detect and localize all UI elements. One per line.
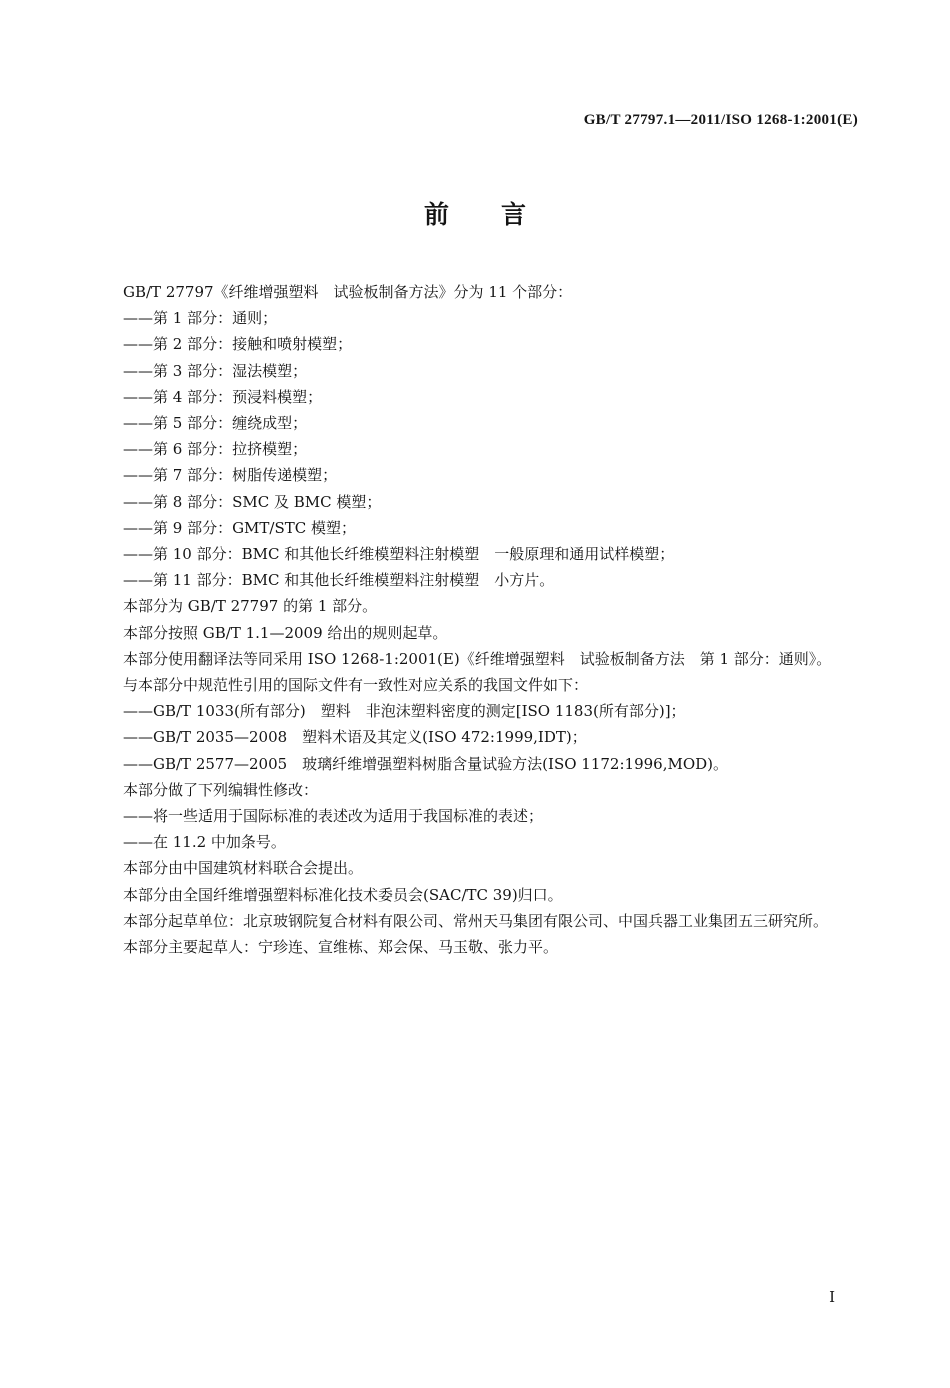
list-item-ref-2: ——GB/T 2035—2008 塑料术语及其定义(ISO 472:1999,IDT)； <box>123 728 587 747</box>
list-item-part-9: ——第 9 部分：GMT/STC 模塑； <box>123 518 357 537</box>
paragraph-proposed-by: 本部分由中国建筑材料联合会提出。 <box>123 859 364 878</box>
list-item-part-7: ——第 7 部分：树脂传递模塑； <box>123 466 338 485</box>
list-item-part-8: ——第 8 部分：SMC 及 BMC 模塑； <box>123 492 382 511</box>
list-item-part-2: ——第 2 部分：接触和喷射模塑； <box>123 335 353 354</box>
page-number: I <box>829 1288 835 1306</box>
list-item-part-11: ——第 11 部分：BMC 和其他长纤维模塑料注射模塑 小方片。 <box>123 571 555 590</box>
paragraph-drafting-units: 本部分起草单位：北京玻钢院复合材料有限公司、常州天马集团有限公司、中国兵器工业集团五三研究所。 <box>123 911 829 930</box>
title-char-1: 前 <box>423 200 449 229</box>
paragraph-translation-method: 本部分使用翻译法等同采用 ISO 1268-1:2001(E)《纤维增强塑料 试验板制备方法 第 1 部分：通则》。 <box>123 649 832 668</box>
list-item-change-1: ——将一些适用于国际标准的表述改为适用于我国标准的表述； <box>123 807 544 826</box>
list-item-part-1: ——第 1 部分：通则； <box>123 309 278 328</box>
page-title <box>0 195 950 231</box>
list-item-ref-3: ——GB/T 2577—2005 玻璃纤维增强塑料树脂含量试验方法(ISO 1172:1996,MOD)。 <box>123 754 729 773</box>
list-item-change-2: ——在 11.2 中加条号。 <box>123 833 286 852</box>
list-item-ref-1: ——GB/T 1033(所有部分) 塑料 非泡沫塑料密度的测定[ISO 1183(所有部分)]； <box>123 702 686 721</box>
title-char-2: 言 <box>501 200 527 229</box>
list-item-part-5: ——第 5 部分：缠绕成型； <box>123 414 308 433</box>
page-header-code: GB/T 27797.1—2011/ISO 1268-1:2001(E) <box>583 112 858 128</box>
list-item-part-6: ——第 6 部分：拉挤模塑； <box>123 440 308 459</box>
paragraph-drafters: 本部分主要起草人：宁珍连、宣维栋、郑会保、马玉敬、张力平。 <box>123 938 559 957</box>
list-item-part-3: ——第 3 部分：湿法模塑； <box>123 361 308 380</box>
paragraph-drafting-rules: 本部分按照 GB/T 1.1—2009 给出的规则起草。 <box>123 623 448 642</box>
list-item-part-4: ——第 4 部分：预浸料模塑； <box>123 387 323 406</box>
paragraph-part-statement: 本部分为 GB/T 27797 的第 1 部分。 <box>123 597 378 616</box>
paragraph-under-jurisdiction: 本部分由全国纤维增强塑料标准化技术委员会(SAC/TC 39)归口。 <box>123 885 563 904</box>
paragraph-normative-refs: 与本部分中规范性引用的国际文件有一致性对应关系的我国文件如下： <box>123 676 589 695</box>
paragraph-intro: GB/T 27797《纤维增强塑料 试验板制备方法》分为 11 个部分： <box>123 283 573 301</box>
foreword-body <box>88 279 860 960</box>
list-item-part-10: ——第 10 部分：BMC 和其他长纤维模塑料注射模塑 一般原理和通用试样模塑； <box>123 545 675 564</box>
paragraph-editorial-changes: 本部分做了下列编辑性修改： <box>123 780 319 799</box>
